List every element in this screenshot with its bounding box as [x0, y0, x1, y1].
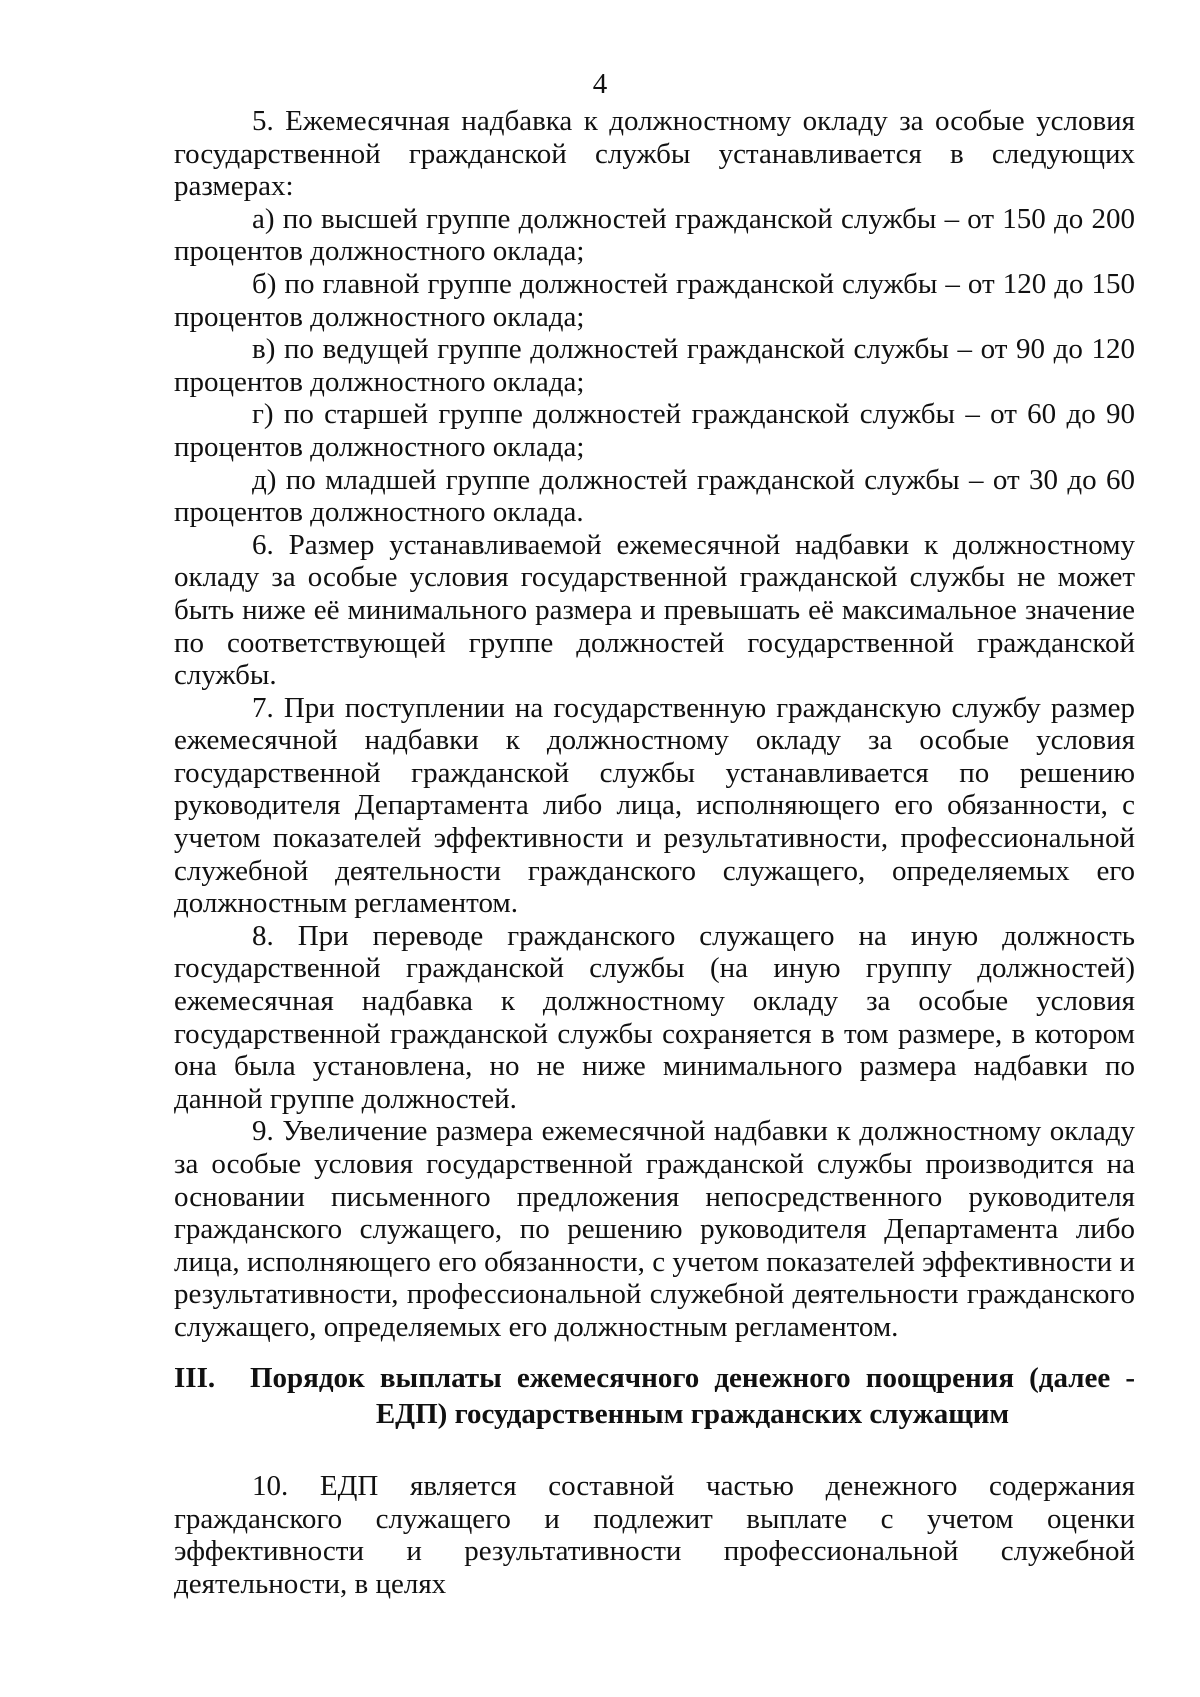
paragraph-5d: д) по младшей группе должностей гражданской службы – от 30 до 60 процентов должностного оклада. [174, 463, 1135, 529]
section-heading-line-1 [174, 1360, 1135, 1396]
section-heading [174, 1360, 1135, 1432]
paragraph-5v: в) по ведущей группе должностей гражданской службы – от 90 до 120 процентов должностного оклада; [174, 333, 1135, 398]
paragraph-6: 6. Размер устанавливаемой ежемесячной надбавки к должностному окладу за особые условия государственной гражданской службы не может быть ниже её минимального размера и превышать её максимальное значение по соответствующей группе должностей государственной гражданской службы. [174, 528, 1135, 692]
paragraph-5g: г) по старшей группе должностей гражданской службы – от 60 до 90 процентов должностного оклада; [174, 398, 1135, 463]
section-title-line-1: Порядок выплаты ежемесячного денежного поощрения (далее - [250, 1362, 1135, 1394]
section-text [174, 1470, 1135, 1600]
paragraph-7: 7. При поступлении на государственную гражданскую службу размер ежемесячной надбавки к должностному окладу за особые условия государственной гражданской службы устанавливается по решению руководителя Департамента либо лица, исполняющего его обязанности, с учетом показателей эффективности и результативности, профессиональной служебной деятельности гражданского служащего, определяемых его должностным регламентом. [174, 691, 1135, 920]
section-title-line-2: ЕДП) государственным гражданских служащим [375, 1398, 1010, 1430]
paragraph-5b: б) по главной группе должностей гражданской службы – от 120 до 150 процентов должностного оклада; [174, 267, 1135, 333]
paragraph-5: 5. Ежемесячная надбавка к должностному окладу за особые условия государственной гражданской службы устанавливается в следующих размерах: [174, 105, 1135, 203]
page-number: 4 [592, 68, 608, 100]
paragraph-10: 10. ЕДП является составной частью денежного содержания гражданского служащего и подлежит выплате с учетом оценки эффективности и результативности профессиональной служебной деятельности, в целях [174, 1470, 1135, 1600]
section-number: III. [174, 1362, 216, 1394]
main-text [174, 105, 1135, 1344]
paragraph-9: 9. Увеличение размера ежемесячной надбавки к должностному окладу за особые условия государственной гражданской службы производится на основании письменного предложения непосредственного руководителя гражданского служащего, по решению руководителя Департамента либо лица, исполняющего его обязанности, с учетом показателей эффективности и результативности, профессиональной служебной деятельности гражданского служащего, определяемых его должностным регламентом. [174, 1115, 1135, 1343]
paragraph-5a: а) по высшей группе должностей гражданской службы – от 150 до 200 процентов должностного оклада; [174, 202, 1135, 268]
paragraph-8: 8. При переводе гражданского служащего на иную должность государственной гражданской службы (на иную группу должностей) ежемесячная надбавка к должностному окладу за особые условия государственной гражданской службы сохраняется в том размере, в котором она была установлена, но не ниже минимального размера надбавки по данной группе должностей. [174, 919, 1135, 1115]
